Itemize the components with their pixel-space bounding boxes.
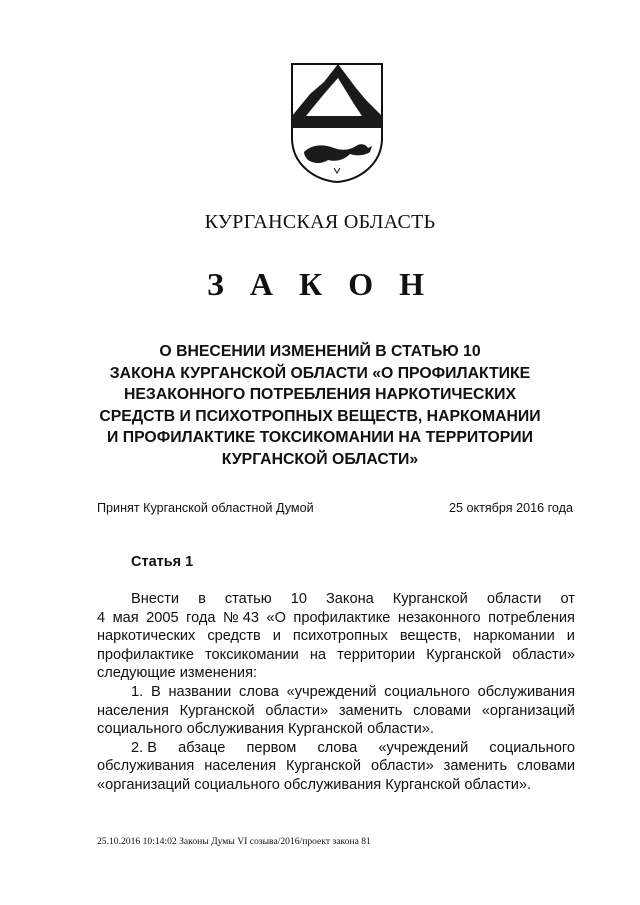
region-name: КУРГАНСКАЯ ОБЛАСТЬ	[204, 211, 436, 233]
adopted-by: Принят Курганской областной Думой	[97, 501, 314, 515]
article-word: токсикомании	[205, 646, 299, 663]
article-word: психотропных	[292, 628, 388, 645]
subject-line: И ПРОФИЛАКТИКЕ ТОКСИКОМАНИИ НА ТЕРРИТОРИИ	[107, 429, 533, 447]
article-word: Курганской	[426, 646, 502, 663]
article-word: словами	[413, 702, 472, 719]
article-word: «О	[266, 609, 286, 626]
article-word: и	[272, 628, 281, 645]
article-word: наркомании	[473, 628, 555, 645]
article-word: первом	[246, 739, 297, 756]
article-word: Курганской	[179, 702, 255, 719]
article-word: мая	[112, 609, 139, 626]
article-word: слова	[317, 739, 358, 756]
subject-line: НЕЗАКОННОГО ПОТРЕБЛЕНИЯ НАРКОТИЧЕСКИХ	[123, 386, 516, 404]
article-word: В	[150, 683, 161, 700]
article-line	[97, 627, 575, 646]
article-word: 2005	[146, 609, 179, 626]
article-word: области»	[265, 702, 329, 719]
subject-line: О ВНЕСЕНИИ ИЗМЕНЕНИЙ В СТАТЬЮ 10	[159, 343, 481, 360]
article-word: наркотических	[97, 628, 196, 645]
article-body	[97, 590, 575, 795]
adoption-date: 25 октября 2016 года	[448, 501, 573, 515]
article-word: названии	[168, 683, 232, 700]
article-word: потребления	[488, 609, 575, 626]
article-word: «учреждений	[286, 683, 377, 700]
article-word: обслуживания	[97, 758, 195, 775]
article-word: области	[486, 591, 542, 607]
article-word: «учреждений	[378, 739, 469, 756]
article-word: года	[186, 609, 216, 626]
article-word: «организаций	[481, 702, 575, 719]
article-line	[97, 702, 575, 721]
subject-line: КУРГАНСКОЙ ОБЛАСТИ»	[221, 450, 419, 468]
article-heading: Статья 1	[131, 554, 194, 570]
article-word: от	[560, 591, 575, 607]
article-line: следующие изменения:	[97, 665, 258, 682]
footer-file-stamp: 25.10.2016 10:14:02 Законы Думы VI созыва/2016/проект закона 81	[97, 836, 371, 847]
article-line	[97, 757, 575, 776]
article-word: территории	[337, 646, 416, 663]
article-word: профилактике	[97, 646, 194, 663]
article-word: Курганской	[392, 591, 468, 607]
article-word: области»	[512, 646, 575, 663]
coat-of-arms-emblem	[284, 60, 390, 186]
article-word: абзаце	[178, 739, 226, 756]
article-word: 10	[290, 591, 307, 607]
article-line: «организаций социального обслуживания Курганской области».	[97, 776, 532, 793]
article-word: слова	[239, 683, 279, 700]
article-line: социального обслуживания Курганской области».	[97, 721, 434, 738]
article-word: 2. В	[131, 739, 157, 756]
article-word: заменить	[443, 758, 508, 775]
article-word: 4	[97, 609, 106, 626]
article-word: на	[309, 646, 327, 663]
article-word: 1.	[131, 683, 144, 700]
article-word: веществ,	[399, 628, 462, 645]
article-word: населения	[204, 758, 277, 775]
article-word: средств	[207, 628, 261, 645]
article-line	[97, 683, 575, 702]
article-word: заменить	[338, 702, 403, 719]
article-word: в	[198, 591, 206, 607]
article-word: области»	[371, 758, 434, 775]
article-line	[97, 646, 575, 665]
article-word: Внести	[131, 591, 180, 607]
article-word: Курганской	[286, 758, 362, 775]
article-word: профилактике	[293, 609, 391, 626]
document-type-title: З А К О Н	[207, 266, 433, 302]
article-line	[97, 590, 575, 609]
article-word: и	[566, 628, 575, 645]
article-word: населения	[97, 702, 169, 719]
law-subject-heading	[70, 341, 570, 471]
adoption-info	[97, 501, 573, 519]
article-word: № 43	[223, 609, 259, 626]
subject-line: СРЕДСТВ И ПСИХОТРОПНЫХ ВЕЩЕСТВ, НАРКОМАНИИ	[99, 407, 541, 425]
subject-line: ЗАКОНА КУРГАНСКОЙ ОБЛАСТИ «О ПРОФИЛАКТИКЕ	[109, 364, 531, 382]
article-word: Закона	[325, 591, 374, 607]
article-line	[97, 609, 575, 628]
article-word: статью	[224, 591, 272, 607]
article-word: незаконного	[397, 609, 481, 626]
article-line	[97, 739, 575, 758]
article-word: социального	[384, 683, 470, 700]
article-word: словами	[517, 758, 575, 775]
article-word: обслуживания	[477, 683, 575, 700]
article-word: социального	[489, 739, 575, 756]
